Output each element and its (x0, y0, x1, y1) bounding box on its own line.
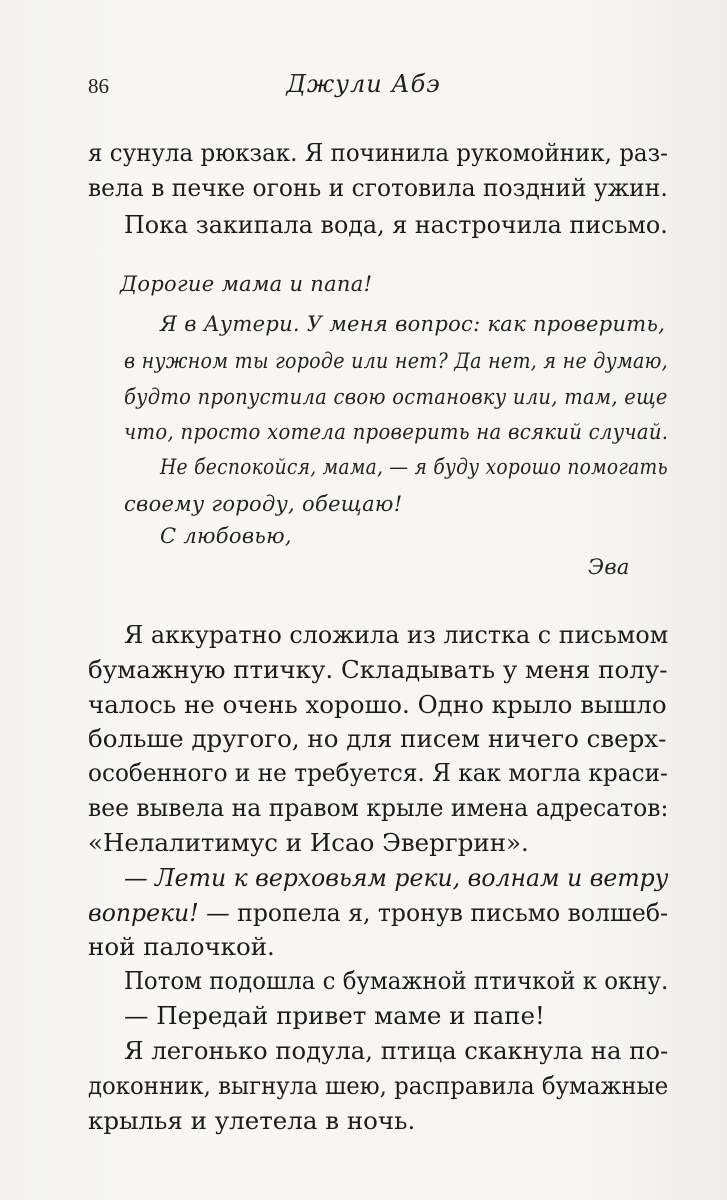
text-line: чалось не очень хорошо. Одно крыло вышло (88, 690, 667, 719)
letter-closing: С любовью, (160, 524, 292, 548)
text-line: я сунула рюкзак. Я починила рукомойник, раз- (88, 138, 668, 167)
text-line: Потом подошла с бумажной птичкой к окну. (124, 966, 669, 995)
letter-signature: Эва (588, 555, 630, 579)
text-line: ной палочкой. (88, 932, 275, 961)
letter-line: что, просто хотела проверить на всякий случай. (124, 420, 669, 444)
letter-greeting: Дорогие мама и папа! (120, 272, 373, 296)
text-span: — пропела я, тронув письмо волшеб- (198, 898, 668, 927)
text-line: больше другого, но для писем ничего сверх- (88, 724, 667, 753)
text-line: бумажную птичку. Складывать у меня полу- (88, 655, 668, 684)
letter-line: своему городу, обещаю! (124, 492, 403, 516)
letter-line: будто пропустила свою остановку или, там, еще (124, 385, 668, 409)
text-line: Пока закипала вода, я настрочила письмо. (124, 210, 668, 239)
letter-line: Я в Аутери. У меня вопрос: как проверить, (160, 312, 666, 336)
text-line: крылья и улетела в ночь. (88, 1106, 416, 1135)
letter-line: Не беспокойся, мама, — я буду хорошо помогать (160, 455, 668, 479)
letter-line: в нужном ты городе или нет? Да нет, я не думаю, (124, 349, 669, 373)
text-line: Я легонько подула, птица скакнула на по- (124, 1036, 669, 1065)
text-line: вее вывела на правом крыле имена адресатов: (88, 793, 669, 822)
text-line-italic: — Лети к верховьям реки, волнам и ветру (124, 863, 669, 892)
text-line: Я аккуратно сложила из листка с письмом (124, 620, 669, 649)
text-italic: вопреки! (88, 898, 199, 927)
text-line: — Передай привет маме и папе! (124, 1001, 545, 1030)
text-line: особенного и не требуется. Я как могла краси- (88, 758, 668, 787)
text-line: «Нелалитимус и Исао Эвергрин». (88, 828, 529, 857)
page-number: 86 (88, 74, 109, 98)
text-line (88, 898, 668, 928)
running-head: Джули Абэ (286, 70, 441, 98)
text-line: вела в печке огонь и сготовила поздний ужин. (88, 173, 668, 202)
text-line: доконник, выгнула шею, расправила бумажные (88, 1071, 669, 1100)
